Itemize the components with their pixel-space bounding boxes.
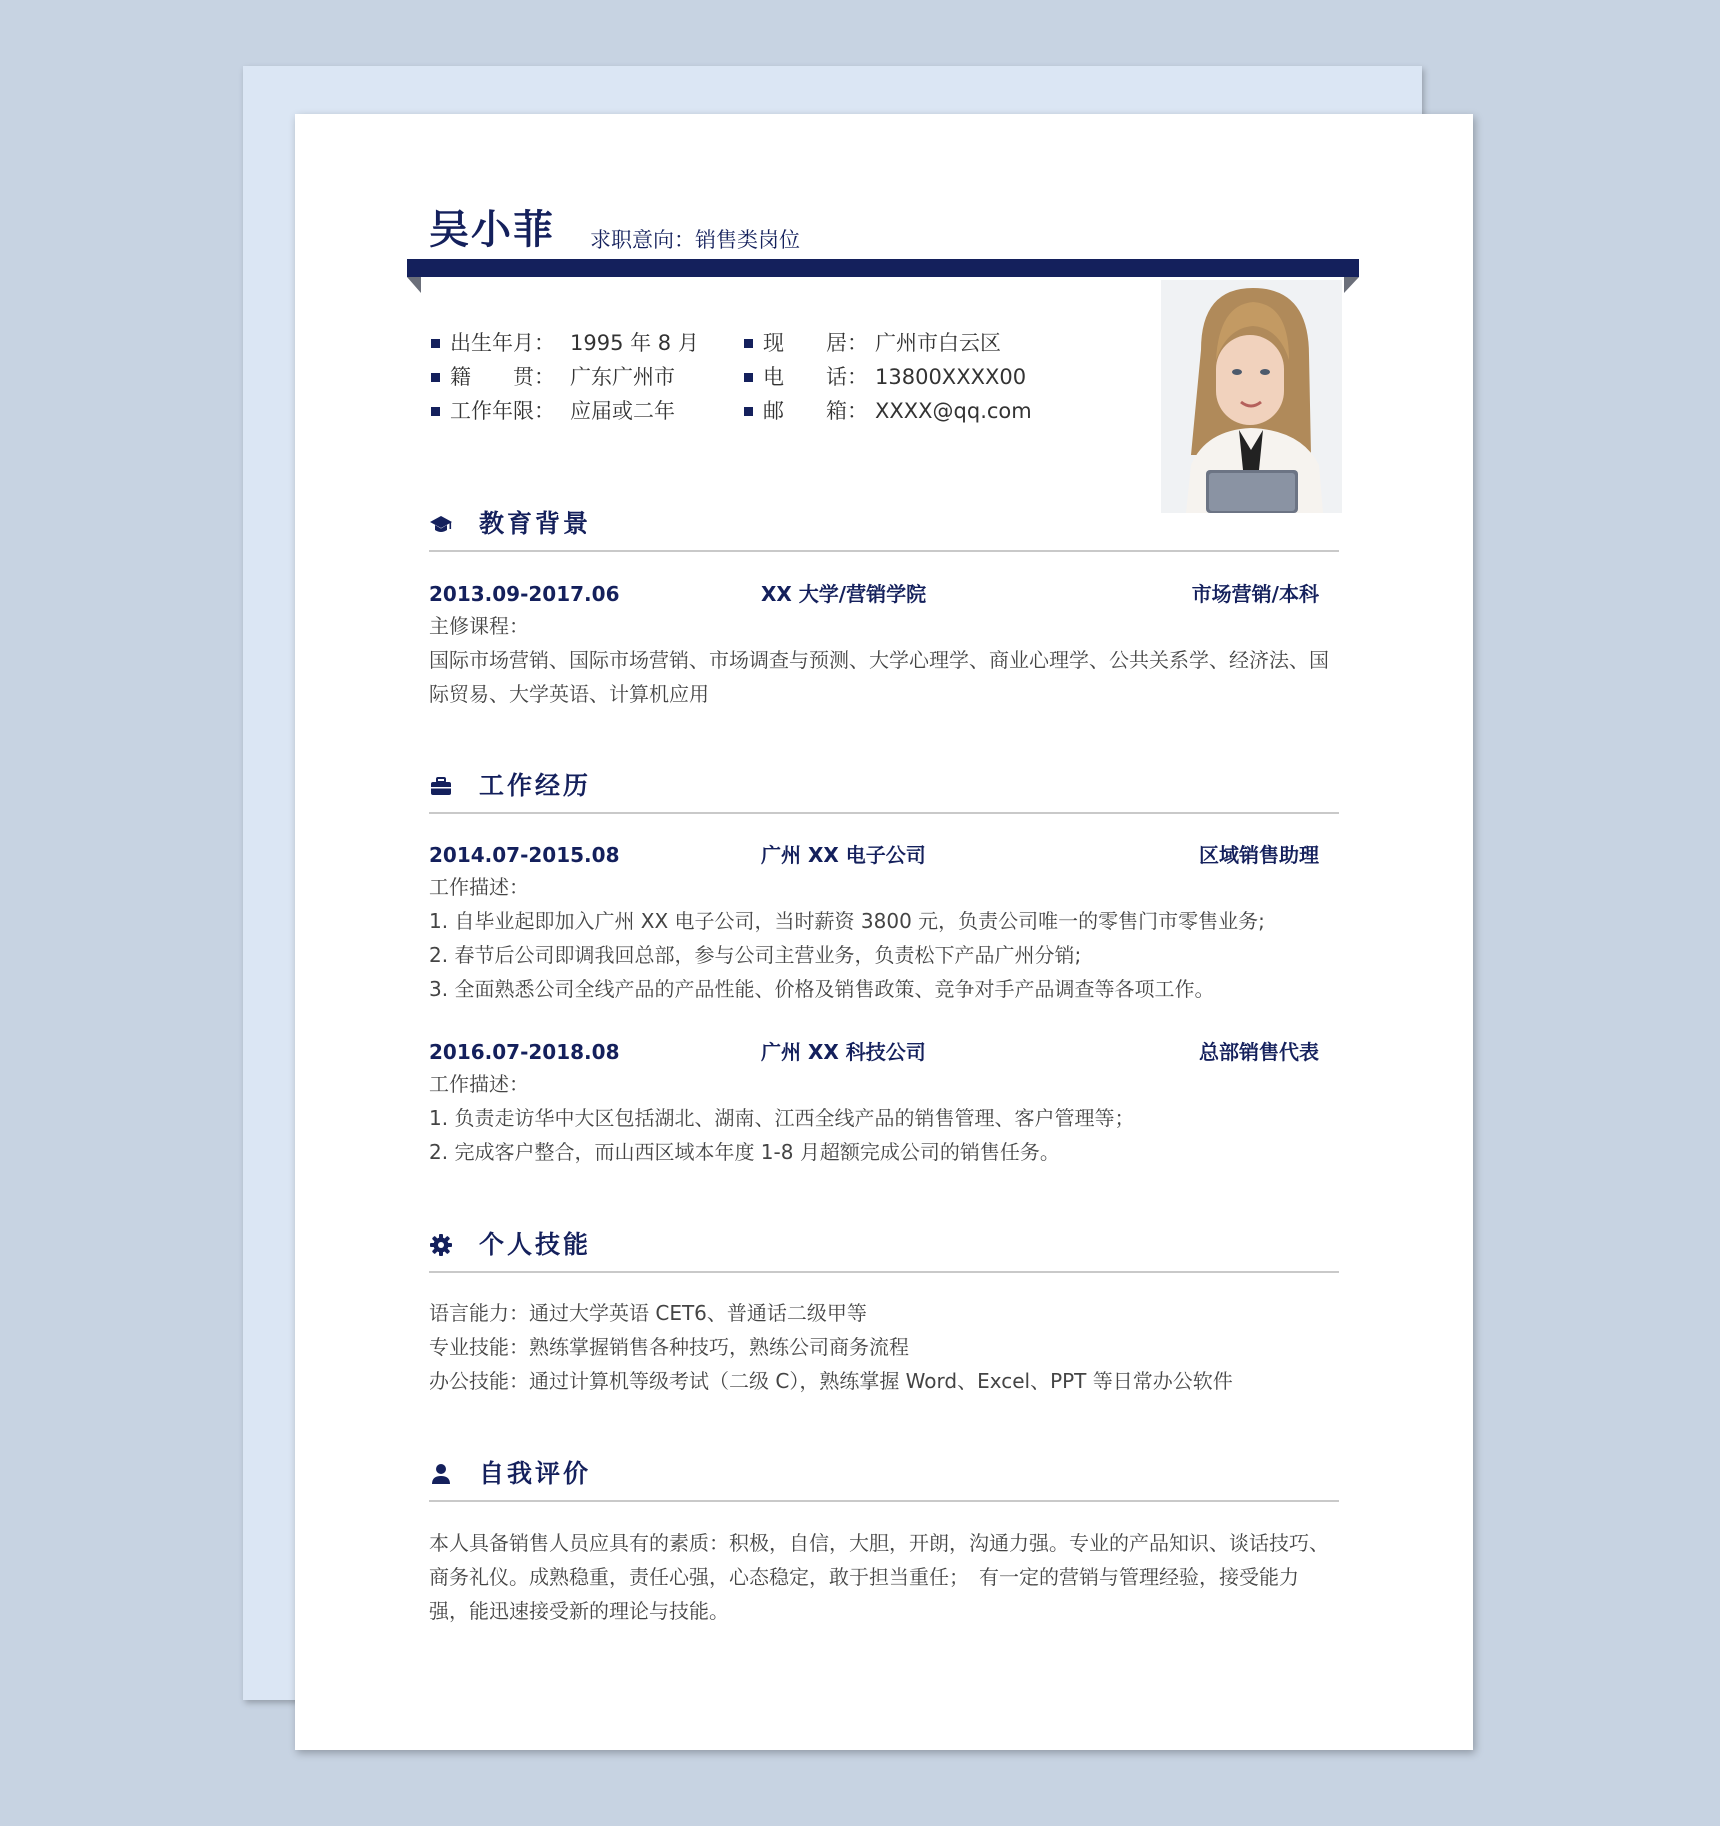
info-label: 现 居： (763, 331, 868, 355)
job-company: 广州 XX 科技公司 (761, 1040, 926, 1064)
basic-info-left (431, 326, 699, 428)
education-entry-header (429, 578, 1319, 610)
info-label: 籍 贯： (450, 365, 555, 389)
user-icon (429, 1462, 453, 1486)
section-skills-header (429, 1225, 1339, 1273)
section-education-header (429, 504, 1339, 552)
info-value: 广东广州市 (570, 365, 675, 389)
info-row-residence (744, 326, 1032, 360)
info-label: 邮 箱： (763, 399, 868, 423)
job-role: 区域销售助理 (1199, 843, 1319, 867)
job-period: 2016.07-2018.08 (429, 1040, 620, 1064)
band-fold-left (407, 277, 421, 293)
skills-list (429, 1296, 1343, 1398)
self-eval-text (429, 1526, 1337, 1628)
job-objective: 求职意向：销售类岗位 (590, 228, 800, 252)
education-details (429, 609, 1343, 711)
info-value: 1995 年 8 月 (570, 331, 699, 355)
job-company: 广州 XX 电子公司 (761, 843, 926, 867)
bullet-square-icon (744, 373, 753, 382)
info-row-phone (744, 360, 1032, 394)
job-description-label: 工作描述： (429, 875, 529, 899)
info-value: XXXX@qq.com (875, 399, 1032, 423)
job-duty-item: 1. 自毕业起即加入广州 XX 电子公司，当时薪资 3800 元，负责公司唯一的零售门市零售业务; (429, 909, 1265, 933)
skill-item: 办公技能：通过计算机等级考试（二级 C），熟练掌握 Word、Excel、PPT 等日常办公软件 (429, 1369, 1233, 1393)
graduation-cap-icon (429, 512, 453, 536)
bullet-square-icon (744, 339, 753, 348)
education-major: 市场营销/本科 (1191, 582, 1319, 606)
bullet-square-icon (431, 407, 440, 416)
job-description-label: 工作描述： (429, 1072, 529, 1096)
info-row-birth (431, 326, 699, 360)
info-value: 广州市白云区 (875, 331, 1001, 355)
job-duty-item: 2. 完成客户整合，而山西区域本年度 1-8 月超额完成公司的销售任务。 (429, 1140, 1060, 1164)
info-row-email (744, 394, 1032, 428)
job-description (429, 870, 1343, 1006)
info-label: 工作年限： (450, 399, 555, 423)
section-title: 个人技能 (479, 1230, 592, 1259)
basic-info-right (744, 326, 1032, 428)
job-role: 总部销售代表 (1199, 1040, 1319, 1064)
courses-list: 国际市场营销、国际市场营销、市场调查与预测、大学心理学、商业心理学、公共关系学、经济法、国际贸易、大学英语、计算机应用 (429, 648, 1329, 706)
header-band (407, 259, 1359, 277)
bullet-square-icon (744, 407, 753, 416)
bullet-square-icon (431, 339, 440, 348)
resume-page (295, 114, 1473, 1750)
info-value: 13800XXXX00 (875, 365, 1027, 389)
briefcase-icon (429, 774, 453, 798)
job-entry-header (429, 1036, 1319, 1068)
job-duty-item: 3. 全面熟悉公司全线产品的产品性能、价格及销售政策、竞争对手产品调查等各项工作。 (429, 977, 1215, 1001)
info-label: 电 话： (763, 365, 868, 389)
courses-label: 主修课程： (429, 614, 529, 638)
section-title: 教育背景 (479, 509, 592, 538)
job-duty-item: 1. 负责走访华中大区包括湖北、湖南、江西全线产品的销售管理、客户管理等； (429, 1106, 1135, 1130)
info-label: 出生年月： (450, 331, 555, 355)
section-self-eval-header (429, 1454, 1339, 1502)
profile-photo (1161, 280, 1342, 513)
job-description (429, 1067, 1343, 1169)
section-title: 自我评价 (479, 1459, 592, 1488)
info-value: 应届或二年 (570, 399, 675, 423)
applicant-name: 吴小菲 (429, 207, 555, 253)
portrait-illustration (1161, 280, 1342, 513)
job-period: 2014.07-2015.08 (429, 843, 620, 867)
info-row-experience (431, 394, 699, 428)
section-work-header (429, 766, 1339, 814)
self-eval-paragraph: 本人具备销售人员应具有的素质：积极，自信，大胆，开朗，沟通力强。专业的产品知识、谈话技巧、商务礼仪。成熟稳重，责任心强，心态稳定，敢于担当重任； 有一定的营销与管理经验，接受能力强，能迅速接受新的理论与技能。 (429, 1531, 1329, 1623)
bullet-square-icon (431, 373, 440, 382)
skill-item: 语言能力：通过大学英语 CET6、普通话二级甲等 (429, 1301, 867, 1325)
info-row-hometown (431, 360, 699, 394)
job-entry-header (429, 839, 1319, 871)
section-title: 工作经历 (479, 771, 592, 800)
job-duty-item: 2. 春节后公司即调我回总部，参与公司主营业务，负责松下产品广州分销; (429, 943, 1082, 967)
education-period: 2013.09-2017.06 (429, 582, 620, 606)
band-fold-right (1344, 277, 1359, 293)
education-school: XX 大学/营销学院 (761, 582, 927, 606)
skill-item: 专业技能：熟练掌握销售各种技巧，熟练公司商务流程 (429, 1335, 909, 1359)
gear-icon (429, 1233, 453, 1257)
